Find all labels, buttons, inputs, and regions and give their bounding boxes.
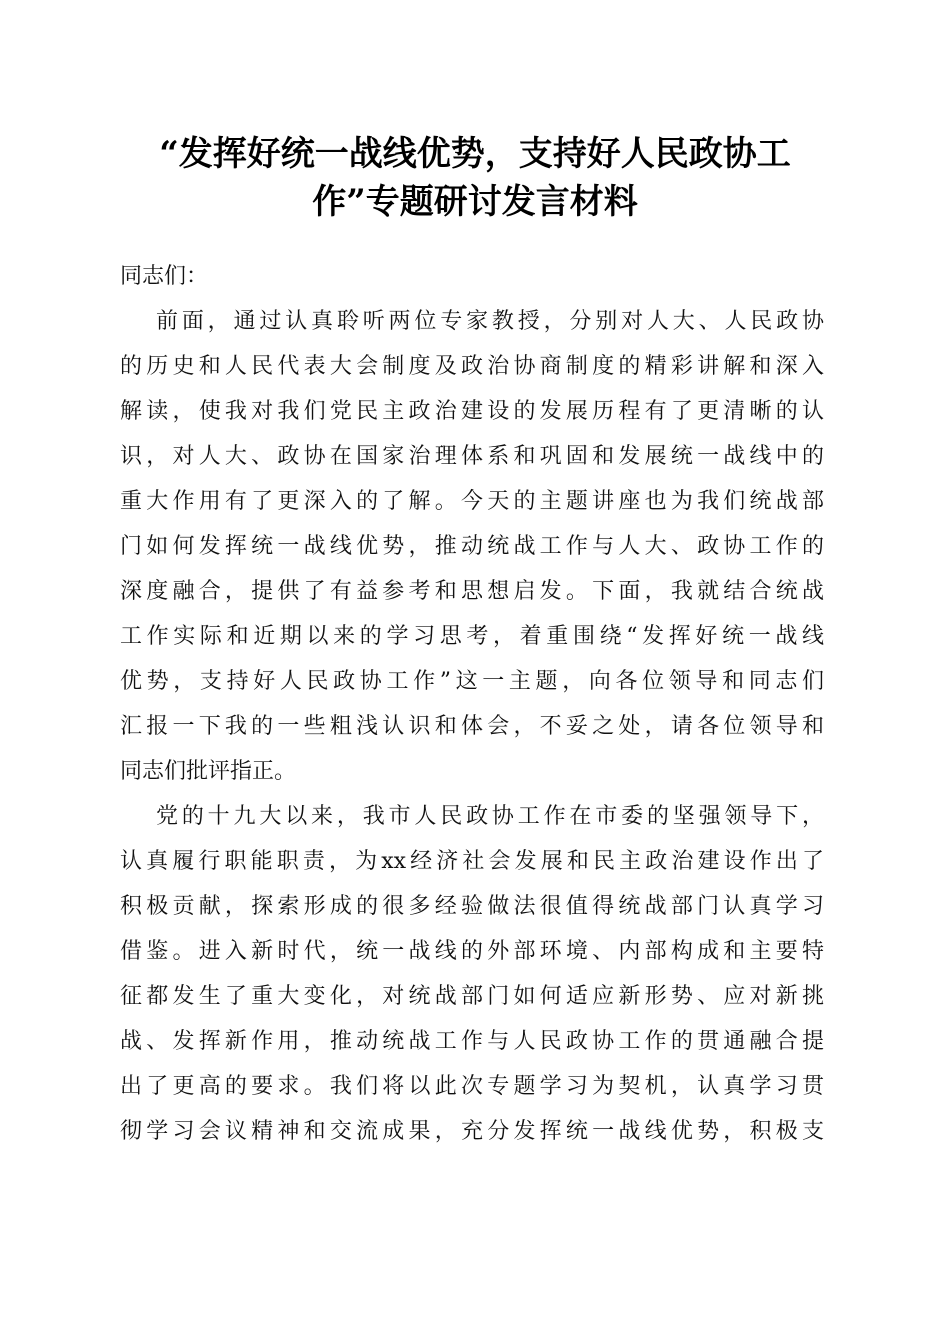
document-title	[120, 130, 830, 226]
paragraph-line: 解读，使我对我们党民主政治建设的发展历程有了更清晰的认	[120, 399, 824, 424]
paragraph-line: 党的十九大以来，我市人民政协工作在市委的坚强领导下，	[156, 804, 824, 829]
salutation: 同志们：	[120, 264, 209, 289]
paragraph-line: 深度融合，提供了有益参考和思想启发。下面，我就结合统战	[120, 579, 824, 604]
paragraph-line: 识，对人大、政协在国家治理体系和巩固和发展统一战线中的	[120, 444, 824, 469]
paragraph-line: 前面，通过认真聆听两位专家教授，分别对人大、人民政协	[156, 309, 824, 334]
paragraph-line: 出了更高的要求。我们将以此次专题学习为契机，认真学习贯	[120, 1074, 824, 1099]
paragraph-line: 汇报一下我的一些粗浅认识和体会，不妥之处，请各位领导和	[120, 714, 824, 739]
paragraph-line: 工作实际和近期以来的学习思考，着重围绕“发挥好统一战线	[120, 624, 824, 649]
paragraph-line: 认真履行职能职责，为xx经济社会发展和民主政治建设作出了	[120, 849, 824, 874]
paragraph-line: 优势，支持好人民政协工作”这一主题，向各位领导和同志们	[120, 669, 824, 694]
paragraph-line: 征都发生了重大变化，对统战部门如何适应新形势、应对新挑	[120, 984, 824, 1009]
title-line: 作”专题研讨发言材料	[312, 182, 638, 222]
document-body	[120, 254, 824, 1154]
paragraph-1	[120, 299, 824, 794]
paragraph-line: 战、发挥新作用，推动统战工作与人民政协工作的贯通融合提	[120, 1029, 824, 1054]
paragraph-2	[120, 794, 824, 1154]
paragraph-line: 积极贡献，探索形成的很多经验做法很值得统战部门认真学习	[120, 894, 824, 919]
paragraph-line: 同志们批评指正。	[120, 759, 297, 784]
title-line: “发挥好统一战线优势，支持好人民政协工	[159, 134, 791, 174]
paragraph-line: 彻学习会议精神和交流成果，充分发挥统一战线优势，积极支	[120, 1119, 824, 1144]
paragraph-line: 重大作用有了更深入的了解。今天的主题讲座也为我们统战部	[120, 489, 824, 514]
paragraph-line: 门如何发挥统一战线优势，推动统战工作与人大、政协工作的	[120, 534, 824, 559]
paragraph-line: 的历史和人民代表大会制度及政治协商制度的精彩讲解和深入	[120, 354, 824, 379]
paragraph-line: 借鉴。进入新时代，统一战线的外部环境、内部构成和主要特	[120, 939, 824, 964]
